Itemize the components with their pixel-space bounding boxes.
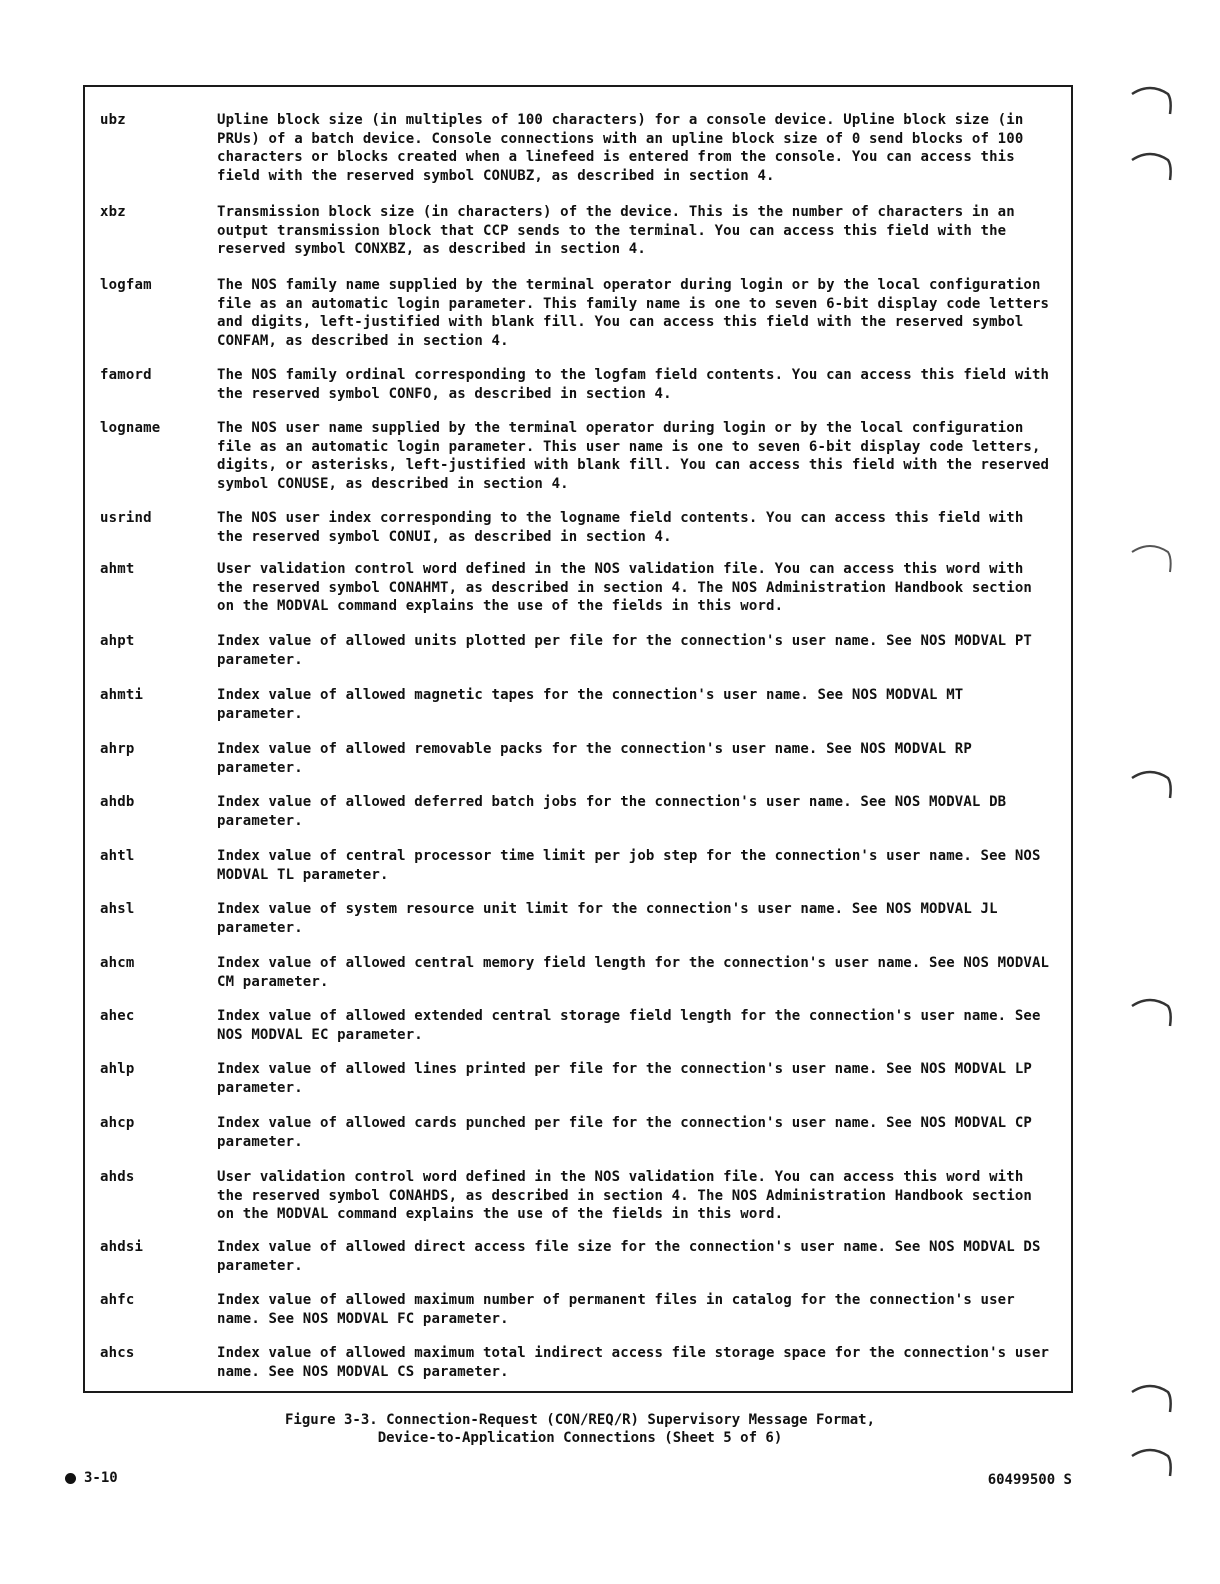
binder-hole-mark-icon: [1128, 538, 1176, 574]
field-name: ahcp: [100, 1115, 135, 1131]
field-description: Index value of allowed lines printed per file for the connection's user name. See NOS MODVAL LP parameter.: [217, 1061, 1032, 1096]
field-description: Index value of allowed magnetic tapes for the connection's user name. See NOS MODVAL MT parameter.: [217, 687, 964, 722]
field-description: Index value of allowed removable packs for the connection's user name. See NOS MODVAL RP parameter.: [217, 741, 972, 776]
field-name: ahcs: [100, 1345, 135, 1361]
field-name: ahec: [100, 1008, 135, 1024]
field-name: ahrp: [100, 741, 135, 757]
figure-caption: [150, 1411, 1010, 1447]
binder-hole-mark-icon: [1128, 1378, 1176, 1414]
field-description: User validation control word defined in the NOS validation file. You can access this word with the reserved symbol CONAHDS, as described in section 4. The NOS Administration Handbook section on the MODVAL command explains the use of the fields in this word.: [217, 1169, 1032, 1222]
field-description: Transmission block size (in characters) of the device. This is the number of characters in an output transmission block that CCP sends to the terminal. You can access this field with the reserved symbol CONXBZ, as described in section 4.: [217, 204, 1015, 257]
binder-hole-mark-icon: [1128, 146, 1176, 182]
field-description: Index value of allowed maximum number of permanent files in catalog for the connection's user name. See NOS MODVAL FC parameter.: [217, 1292, 1015, 1327]
field-name: ahsl: [100, 901, 135, 917]
field-name: logfam: [100, 277, 152, 293]
field-description: The NOS user name supplied by the terminal operator during login or by the local configuration file as an automatic login parameter. This user name is one to seven 6-bit display code letters, digits, or asterisks, left-justified with blank fill. You can access this field with the reserved symbol CONUSE, as described in section 4.: [217, 420, 1050, 492]
field-description: Index value of allowed maximum total indirect access file storage space for the connection's user name. See NOS MODVAL CS parameter.: [217, 1345, 1050, 1380]
field-name: ahpt: [100, 633, 135, 649]
field-description: User validation control word defined in the NOS validation file. You can access this word with the reserved symbol CONAHMT, as described in section 4. The NOS Administration Handbook section on the MODVAL command explains the use of the fields in this word.: [217, 561, 1032, 614]
figure-frame: [83, 85, 1073, 1393]
field-description: The NOS family name supplied by the terminal operator during login or by the local configuration file as an automatic login parameter. This family name is one to seven 6-bit display code letters and digits, left-justified with blank fill. You can access this field with the reserved symbol CONFAM, as described in section 4.: [217, 277, 1050, 349]
field-name: ahdsi: [100, 1239, 144, 1255]
change-bar-bullet-icon: [65, 1473, 76, 1484]
binder-hole-mark-icon: [1128, 80, 1176, 116]
field-name: ahds: [100, 1169, 135, 1185]
field-description: Index value of allowed direct access file size for the connection's user name. See NOS MODVAL DS parameter.: [217, 1239, 1041, 1274]
document-number: 60499500 S: [987, 1472, 1072, 1488]
field-description: Upline block size (in multiples of 100 characters) for a console device. Upline block size (in PRUs) of a batch device. Console connections with an upline block size of 0 send blocks of 100 characters or blocks created when a linefeed is entered from the console. You can access this field with the reserved symbol CONUBZ, as described in section 4.: [217, 112, 1024, 184]
field-description: Index value of central processor time limit per job step for the connection's user name. See NOS MODVAL TL parameter.: [217, 848, 1041, 883]
field-description: Index value of allowed cards punched per file for the connection's user name. See NOS MODVAL CP parameter.: [217, 1115, 1032, 1150]
binder-hole-mark-icon: [1128, 992, 1176, 1028]
field-name: ahcm: [100, 955, 135, 971]
caption-line-2: Device-to-Application Connections (Sheet 5 of 6): [377, 1430, 783, 1446]
field-name: ubz: [100, 112, 126, 128]
field-description: Index value of allowed deferred batch jobs for the connection's user name. See NOS MODVAL DB parameter.: [217, 794, 1007, 829]
field-name: ahmt: [100, 561, 135, 577]
field-description: Index value of allowed units plotted per file for the connection's user name. See NOS MODVAL PT parameter.: [217, 633, 1032, 668]
binder-hole-mark-icon: [1128, 1442, 1176, 1478]
caption-line-1: Figure 3-3. Connection-Request (CON/REQ/R) Supervisory Message Format,: [284, 1412, 875, 1428]
field-description: The NOS family ordinal corresponding to the logfam field contents. You can access this field with the reserved symbol CONFO, as described in section 4.: [217, 367, 1050, 402]
field-description: The NOS user index corresponding to the logname field contents. You can access this field with the reserved symbol CONUI, as described in section 4.: [217, 510, 1024, 545]
field-description: Index value of system resource unit limit for the connection's user name. See NOS MODVAL JL parameter.: [217, 901, 998, 936]
field-description: Index value of allowed extended central storage field length for the connection's user name. See NOS MODVAL EC parameter.: [217, 1008, 1041, 1043]
field-name: ahmti: [100, 687, 144, 703]
field-name: ahdb: [100, 794, 135, 810]
page-number: 3-10: [84, 1470, 118, 1486]
field-name: ahlp: [100, 1061, 135, 1077]
field-name: ahtl: [100, 848, 135, 864]
field-name: ahfc: [100, 1292, 135, 1308]
field-description: Index value of allowed central memory field length for the connection's user name. See NOS MODVAL CM parameter.: [217, 955, 1050, 990]
binder-hole-mark-icon: [1128, 764, 1176, 800]
field-name: famord: [100, 367, 152, 383]
field-name: logname: [100, 420, 161, 436]
field-name: xbz: [100, 204, 126, 220]
field-name: usrind: [100, 510, 152, 526]
